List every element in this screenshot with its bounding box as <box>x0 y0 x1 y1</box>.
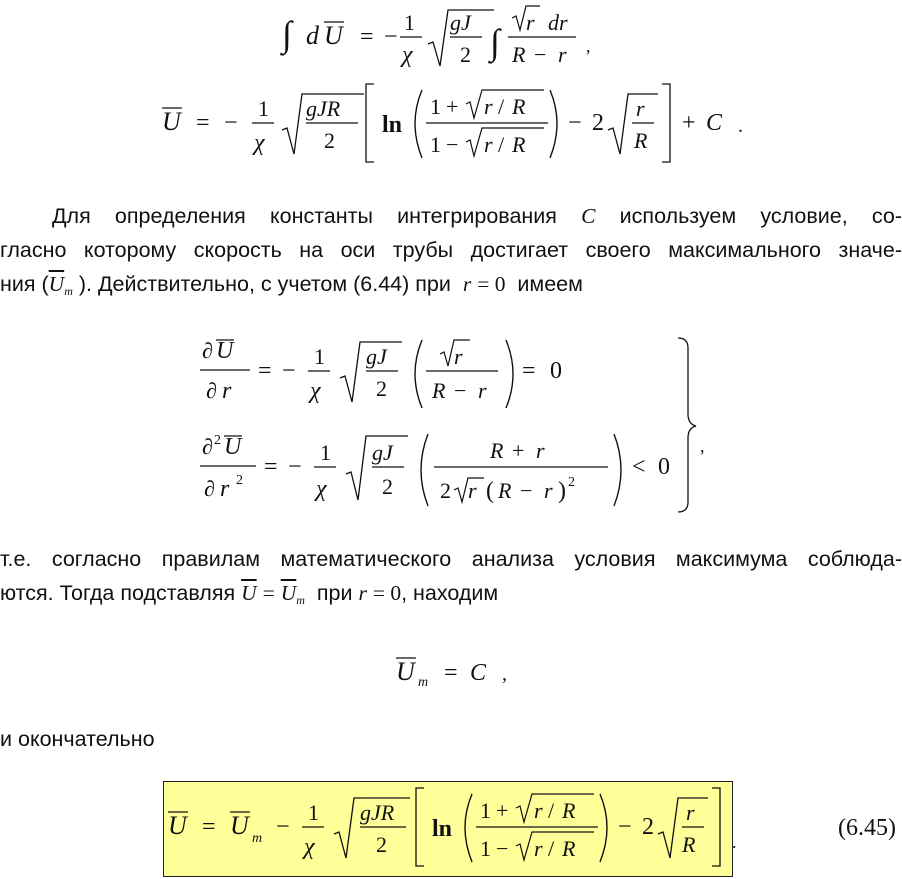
equation-integral <box>280 2 640 72</box>
r-equals-zero-2: = 0 <box>372 581 402 605</box>
svg-text:R: R <box>682 832 696 857</box>
svg-text:+: + <box>512 438 525 463</box>
svg-text:∫: ∫ <box>490 22 500 62</box>
svg-text:+: + <box>496 798 509 823</box>
svg-text:0: 0 <box>658 454 670 480</box>
svg-text:1: 1 <box>480 836 491 861</box>
paragraph2-line2-c: , находим <box>401 581 499 605</box>
paragraph1-line1: Для определения константы интегрирования <box>52 204 557 228</box>
svg-text:χ: χ <box>254 130 265 156</box>
svg-text:R: R <box>512 132 526 157</box>
paragraph1-line3-c: имеем <box>517 272 583 296</box>
svg-text:−: − <box>224 110 238 136</box>
svg-text:gJR: gJR <box>306 96 341 121</box>
equation-velocity-general <box>160 80 760 170</box>
svg-text:−: − <box>384 24 398 50</box>
svg-text:1: 1 <box>404 10 415 35</box>
paragraph3-text: и окончательно <box>0 727 155 751</box>
svg-text:∂: ∂ <box>202 338 213 363</box>
svg-text:r: r <box>558 42 567 67</box>
svg-text:=: = <box>264 454 278 480</box>
paragraph2-line2-b: при <box>316 581 353 605</box>
svg-text:r: r <box>484 94 493 119</box>
svg-text:.: . <box>738 115 743 137</box>
svg-text:−: − <box>276 814 290 840</box>
svg-text:R: R <box>490 438 504 463</box>
svg-text:∫: ∫ <box>282 14 292 54</box>
svg-text:<: < <box>632 454 646 480</box>
svg-text:=: = <box>360 24 374 50</box>
paragraph1-line2: гласно которому скорость на оси трубы достигает своего максимального значе- <box>0 238 902 262</box>
svg-text:−: − <box>568 110 582 136</box>
svg-text:/: / <box>498 132 505 157</box>
svg-text:2: 2 <box>214 433 221 448</box>
svg-text:χ: χ <box>304 834 315 860</box>
svg-text:2: 2 <box>376 832 387 857</box>
svg-text:ln: ln <box>432 816 453 842</box>
svg-text:=: = <box>196 110 210 136</box>
var-u: $\overline{U}$ <box>241 581 257 605</box>
svg-text:,: , <box>502 663 507 685</box>
svg-text:2: 2 <box>440 478 451 503</box>
svg-text:−: − <box>446 132 459 157</box>
svg-text:/: / <box>498 94 505 119</box>
svg-text:/: / <box>548 798 555 823</box>
equation-final-velocity <box>166 784 756 876</box>
svg-text:−: − <box>534 42 547 67</box>
svg-text:r: r <box>222 378 232 404</box>
svg-text:+: + <box>682 110 696 136</box>
svg-text:U: U <box>168 811 187 840</box>
svg-text:R: R <box>562 798 576 823</box>
svg-text:1: 1 <box>320 440 331 465</box>
svg-text:r: r <box>468 478 477 503</box>
equation-number: (6.45) <box>838 815 896 841</box>
svg-text:0: 0 <box>550 358 562 384</box>
svg-text:ln: ln <box>382 112 403 138</box>
svg-text:,: , <box>700 436 705 456</box>
r-equals-zero: = 0 <box>477 272 506 296</box>
paragraph2-line1: т.е. согласно правилам математического анализа условия максимума соблюда- <box>0 547 902 571</box>
svg-text:U: U <box>162 107 181 136</box>
svg-text:r: r <box>220 476 230 502</box>
svg-text:1: 1 <box>480 798 491 823</box>
svg-text:m: m <box>418 675 429 690</box>
svg-text:χ: χ <box>310 378 321 404</box>
svg-text:=: = <box>202 814 216 840</box>
var-r-2: r <box>358 581 367 605</box>
svg-text:U: U <box>216 338 234 364</box>
svg-text:C: C <box>470 660 487 686</box>
svg-text:−: − <box>454 378 467 403</box>
svg-text:−: − <box>520 478 533 503</box>
svg-text:U: U <box>224 434 242 460</box>
paragraph2-line2-a: ются. Тогда подставляя <box>0 581 236 605</box>
svg-text:1: 1 <box>430 94 441 119</box>
svg-text:2: 2 <box>324 128 335 153</box>
svg-text:+: + <box>446 94 459 119</box>
svg-text:1: 1 <box>308 800 319 825</box>
svg-text:d: d <box>306 21 319 50</box>
var-c: C <box>581 204 596 228</box>
svg-text:1: 1 <box>258 96 269 121</box>
svg-text:r: r <box>478 378 487 403</box>
svg-text:1: 1 <box>314 344 325 369</box>
svg-text:χ: χ <box>402 42 413 68</box>
var-u-max: $\overline{U}$ <box>48 272 65 296</box>
svg-text:−: − <box>618 814 632 840</box>
equation-um-equals-c <box>394 650 534 690</box>
svg-text:R: R <box>512 42 526 67</box>
var-m-subscript-2: m <box>296 593 305 607</box>
svg-text:−: − <box>282 358 296 384</box>
svg-text:2: 2 <box>460 42 471 67</box>
paragraph1-line3-a: ния ( <box>0 272 49 296</box>
svg-text:): ) <box>558 478 566 504</box>
svg-text:r: r <box>534 798 543 823</box>
svg-text:R: R <box>498 478 512 503</box>
svg-text:U: U <box>324 21 343 50</box>
svg-text:gJ: gJ <box>366 344 387 369</box>
svg-text:χ: χ <box>316 476 327 502</box>
svg-text:2: 2 <box>376 376 387 401</box>
svg-text:2: 2 <box>642 814 654 840</box>
svg-text:r: r <box>454 344 463 369</box>
svg-text:gJ: gJ <box>450 10 471 35</box>
svg-text:r: r <box>534 836 543 861</box>
svg-text:C: C <box>706 110 723 136</box>
svg-text:,: , <box>586 36 591 56</box>
svg-text:r: r <box>484 132 493 157</box>
svg-text:r: r <box>536 438 545 463</box>
svg-text:=: = <box>522 358 536 384</box>
svg-text:r: r <box>544 478 553 503</box>
svg-text:R: R <box>562 836 576 861</box>
svg-text:∂: ∂ <box>202 434 213 459</box>
svg-text:R: R <box>432 378 446 403</box>
svg-text:r: r <box>526 10 535 35</box>
var-u-max-2: $\overline{U}$ <box>280 581 297 605</box>
svg-text:R: R <box>634 128 648 153</box>
var-r: r <box>462 272 472 296</box>
svg-text:.: . <box>732 832 737 852</box>
svg-text:∂: ∂ <box>204 476 215 501</box>
svg-text:−: − <box>288 454 302 480</box>
svg-text:∂: ∂ <box>206 378 217 403</box>
svg-text:=: = <box>444 660 458 686</box>
svg-text:gJR: gJR <box>360 800 395 825</box>
svg-text:gJ: gJ <box>372 440 393 465</box>
svg-text:2: 2 <box>236 473 243 488</box>
svg-text:2: 2 <box>382 474 393 499</box>
equation-derivative-system <box>196 336 736 516</box>
var-m-subscript: m <box>64 284 73 298</box>
svg-text:R: R <box>512 94 526 119</box>
svg-text:1: 1 <box>430 132 441 157</box>
equals-sign: = <box>262 581 275 605</box>
svg-text:r: r <box>686 800 695 825</box>
paragraph-maximum-condition <box>0 542 902 617</box>
svg-text:−: − <box>496 836 509 861</box>
svg-text:r: r <box>636 96 645 121</box>
svg-text:2: 2 <box>592 110 604 136</box>
svg-text:2: 2 <box>568 475 575 490</box>
paragraph1-line1-tail: используем условие, со- <box>619 204 902 228</box>
svg-text:(: ( <box>486 478 494 504</box>
svg-text:U: U <box>396 657 415 686</box>
svg-text:=: = <box>258 358 272 384</box>
svg-text:/: / <box>548 836 555 861</box>
svg-text:dr: dr <box>548 10 568 35</box>
svg-text:U: U <box>230 811 249 840</box>
paragraph-integration-constant <box>0 199 902 308</box>
paragraph-finally <box>0 722 902 756</box>
svg-text:m: m <box>252 831 263 846</box>
paragraph1-line3-b: ). Действительно, с учетом (6.44) при <box>78 272 451 296</box>
